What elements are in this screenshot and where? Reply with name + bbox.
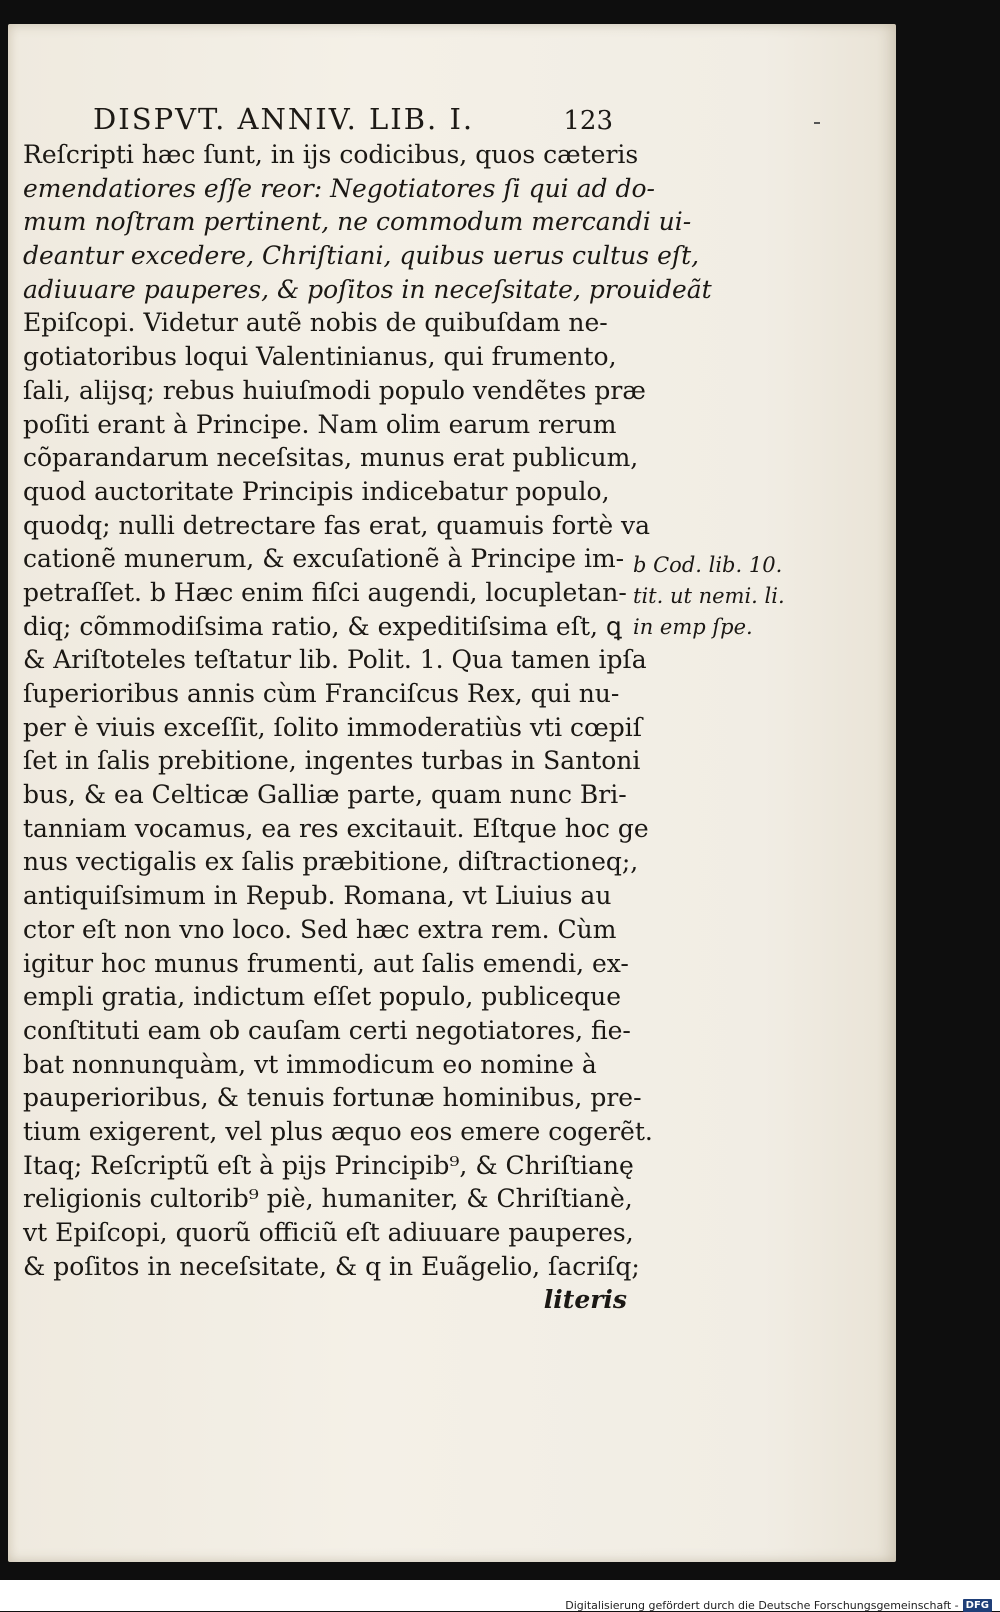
margin-note-line: in emp ſpe. <box>633 615 753 639</box>
digitization-credit <box>565 1599 992 1612</box>
running-header <box>93 102 613 136</box>
catchword: literis <box>543 1285 627 1315</box>
text-line: Reſcripti hæc ſunt, in ijs codicibus, quos cæteris <box>23 140 639 169</box>
text-line: ſuperioribus annis cùm Franciſcus Rex, qui nu- <box>23 679 620 708</box>
margin-note-line: tit. ut nemi. li. <box>633 584 785 608</box>
text-line: cõparandarum neceſsitas, munus erat publicum, <box>23 443 639 473</box>
text-line: conſtituti eam ob cauſam certi negotiatores, fie- <box>23 1015 631 1045</box>
margin-note-line: b Cod. lib. 10. <box>633 553 783 577</box>
page-number: 123 <box>563 106 613 136</box>
text-line: emendatiores eſſe reor: Negotiatores ſi qui ad do- <box>23 173 655 203</box>
text-line: quod auctoritate Principis indicebatur populo, <box>23 476 610 506</box>
text-line: adiuuare pauperes, & poſitos in neceſsitate, prouideãt <box>23 274 712 304</box>
dfg-logo: DFG <box>963 1599 992 1612</box>
text-line: empli gratia, indictum eſſet populo, publiceque <box>23 982 622 1012</box>
text-line: ſet in ſalis prebitione, ingentes turbas in Santoni <box>23 746 641 776</box>
text-line: poſiti erant à Principe. Nam olim earum rerum <box>23 409 617 439</box>
text-line: nus vectigalis ex ſalis præbitione, diſtractioneq;, <box>23 847 639 877</box>
text-line: & Ariſtoteles teſtatur lib. Polit. 1. Qua tamen ipſa <box>23 645 647 675</box>
text-line: Itaq; Reſcriptũ eſt à pijs Principib⁹, & Chriſtianę <box>23 1150 634 1180</box>
text-line: & poſitos in neceſsitate, & q in Euãgelio, ſacriſq; <box>23 1251 640 1281</box>
text-line: ſali, alijsq; rebus huiuſmodi populo vendẽtes præ <box>23 375 646 405</box>
text-line: gotiatoribus loqui Valentinianus, qui frumento, <box>23 342 617 372</box>
text-line: deantur excedere, Chriſtiani, quibus uerus cultus eſt, <box>23 241 700 271</box>
text-line: petraſſet. b Hæc enim fiſci augendi, locupletan- <box>23 577 627 607</box>
text-line: religionis cultorib⁹ piè, humaniter, & Chriſtianè, <box>23 1184 633 1214</box>
text-line: tium exigerent, vel plus æquo eos emere cogerẽt. <box>23 1116 653 1146</box>
text-line: bat nonnunquàm, vt immodicum eo nomine à <box>23 1049 597 1079</box>
marginal-note <box>633 550 803 643</box>
text-line: ctor eſt non vno loco. Sed hæc extra rem. Cùm <box>23 914 617 944</box>
ink-mark <box>814 122 820 124</box>
text-line: antiquiſsimum in Repub. Romana, vt Liuius au <box>23 881 612 911</box>
text-line: vt Epiſcopi, quorũ officiũ eſt adiuuare pauperes, <box>23 1218 634 1247</box>
running-title: DISPVT. ANNIV. LIB. I. <box>93 102 475 136</box>
text-line: quodq; nulli detrectare fas erat, quamuis fortè va <box>23 510 651 540</box>
text-line: cationẽ munerum, & excuſationẽ à Principe im- <box>23 544 625 574</box>
text-line: Epiſcopi. Videtur autẽ nobis de quibuſdam ne- <box>23 308 608 338</box>
text-line: bus, & ea Celticæ Galliæ parte, quam nunc Bri- <box>23 780 627 810</box>
text-line: pauperioribus, & tenuis fortunæ hominibus, pre- <box>23 1083 642 1113</box>
text-line: diq; cõmmodiſsima ratio, & expeditiſsima eſt, ꝗ <box>23 611 622 641</box>
text-line: igitur hoc munus frumenti, aut ſalis emendi, ex- <box>23 948 629 978</box>
text-line: per è viuis exceſſit, ſolito immoderatiùs vti cœpiſ <box>23 712 643 742</box>
book-page <box>8 24 896 1562</box>
text-line: mum noſtram pertinent, ne commodum mercandi ui- <box>23 207 692 237</box>
credit-text: Digitalisierung gefördert durch die Deutsche Forschungsgemeinschaft - <box>565 1599 959 1612</box>
text-line: tanniam vocamus, ea res excitauit. Eſtque hoc ge <box>23 813 649 843</box>
